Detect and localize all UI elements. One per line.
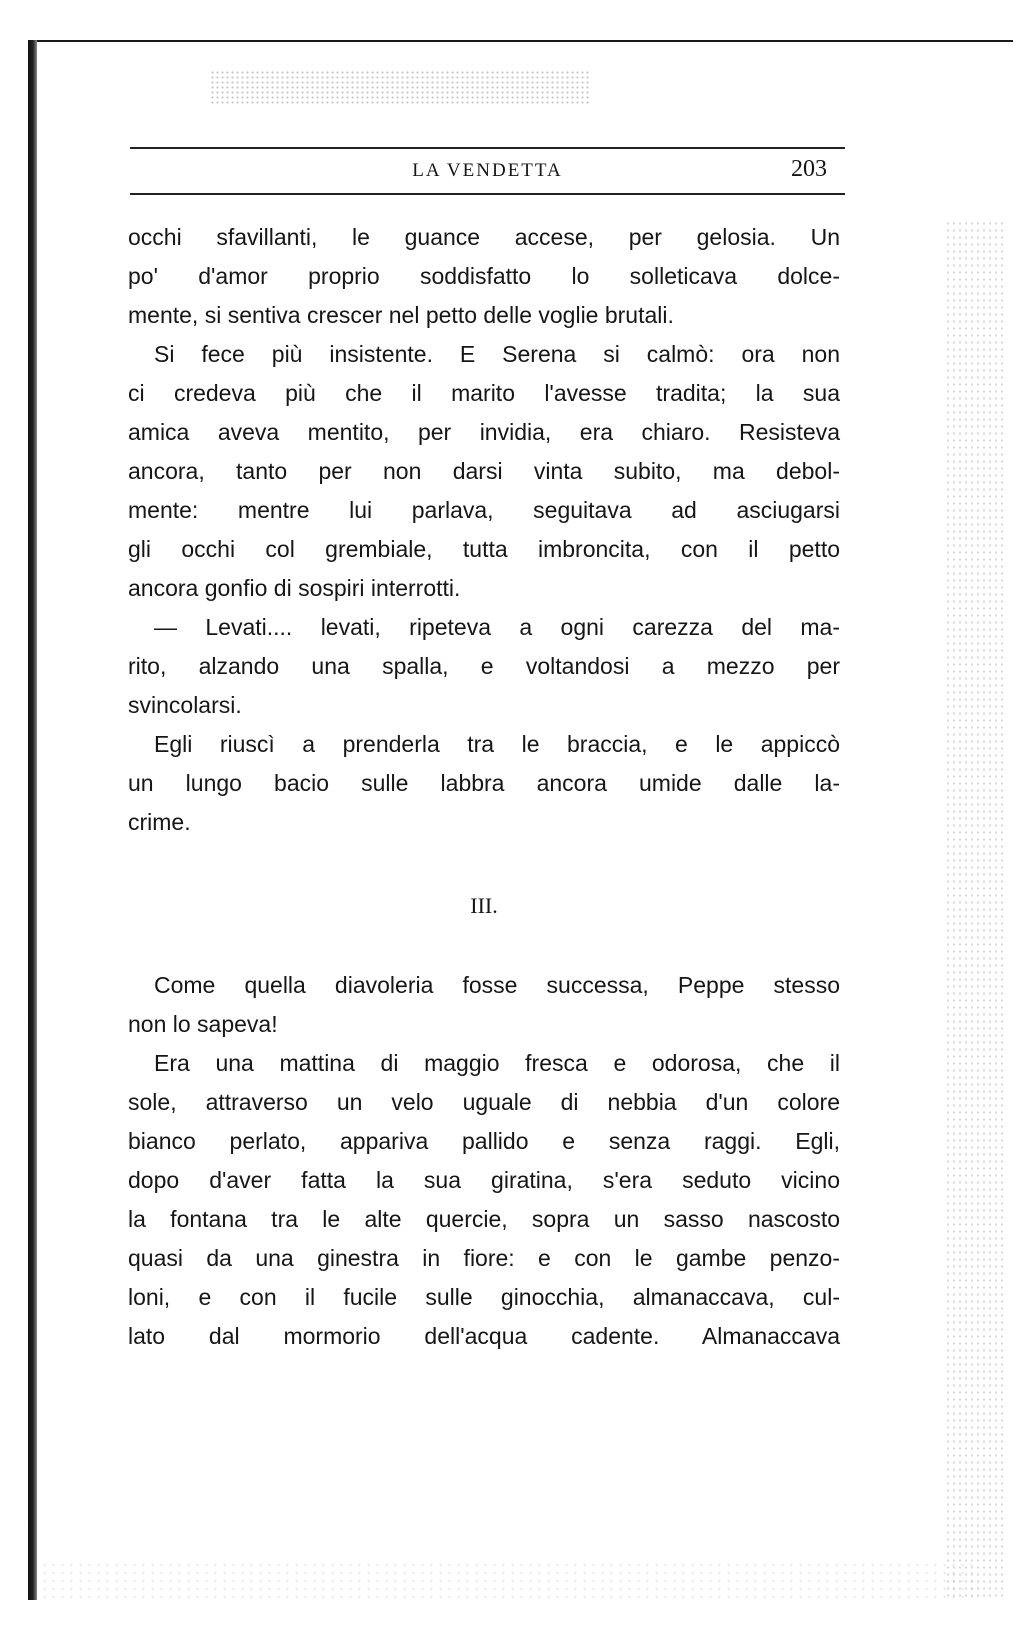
text-line: non lo sapeva!	[128, 1011, 278, 1037]
text-line: svincolarsi.	[128, 692, 242, 718]
scan-top-edge	[28, 40, 1013, 42]
scan-left-edge	[28, 40, 37, 1600]
text-line: sole, attraverso un velo uguale di nebbia d'un colore	[128, 1089, 840, 1115]
page-number: 203	[791, 156, 827, 182]
text-line: la fontana tra le alte quercie, sopra un sasso nascosto	[128, 1206, 840, 1232]
text-line: gli occhi col grembiale, tutta imbroncita, con il petto	[128, 536, 840, 562]
text-line: dopo d'aver fatta la sua giratina, s'era seduto vicino	[128, 1167, 840, 1193]
text-line: mente: mentre lui parlava, seguitava ad asciugarsi	[128, 497, 840, 523]
section-heading: III.	[470, 893, 498, 918]
text-line: Si fece più insistente. E Serena si calmò: ora non	[154, 341, 840, 367]
text-line: ancora gonfio di sospiri interrotti.	[128, 575, 461, 601]
text-line: po' d'amor proprio soddisfatto lo solleticava dolce-	[128, 263, 840, 289]
text-line: bianco perlato, appariva pallido e senza raggi. Egli,	[128, 1128, 840, 1154]
text-line: Era una mattina di maggio fresca e odorosa, che il	[154, 1050, 840, 1076]
text-line: — Levati.... levati, ripeteva a ogni carezza del ma-	[154, 614, 840, 640]
text-line: rito, alzando una spalla, e voltandosi a mezzo per	[128, 653, 840, 679]
text-line: un lungo bacio sulle labbra ancora umide dalle la-	[128, 770, 840, 796]
header-rule-top	[130, 147, 845, 149]
scan-smudge	[210, 70, 590, 106]
scan-noise-bottom	[40, 1561, 980, 1601]
scan-noise-right	[945, 220, 1005, 1600]
running-title: LA VENDETTA	[412, 160, 563, 181]
text-line: Egli riuscì a prenderla tra le braccia, e le appiccò	[154, 731, 840, 757]
text-line: lato dal mormorio dell'acqua cadente. Almanaccava	[128, 1323, 840, 1349]
body-text	[128, 218, 840, 1356]
text-line: amica aveva mentito, per invidia, era chiaro. Resisteva	[128, 419, 840, 445]
text-line: mente, si sentiva crescer nel petto delle voglie brutali.	[128, 302, 674, 328]
text-line: Come quella diavoleria fosse successa, Peppe stesso	[154, 972, 840, 998]
running-head	[130, 156, 845, 188]
text-line: loni, e con il fucile sulle ginocchia, almanaccava, cul-	[128, 1284, 840, 1310]
header-rule-bottom	[130, 193, 845, 195]
text-line: ci credeva più che il marito l'avesse tradita; la sua	[128, 380, 840, 406]
text-line: occhi sfavillanti, le guance accese, per gelosia. Un	[128, 224, 840, 250]
text-line: ancora, tanto per non darsi vinta subito, ma debol-	[128, 458, 840, 484]
text-line: crime.	[128, 809, 191, 835]
text-line: quasi da una ginestra in fiore: e con le gambe penzo-	[128, 1245, 840, 1271]
